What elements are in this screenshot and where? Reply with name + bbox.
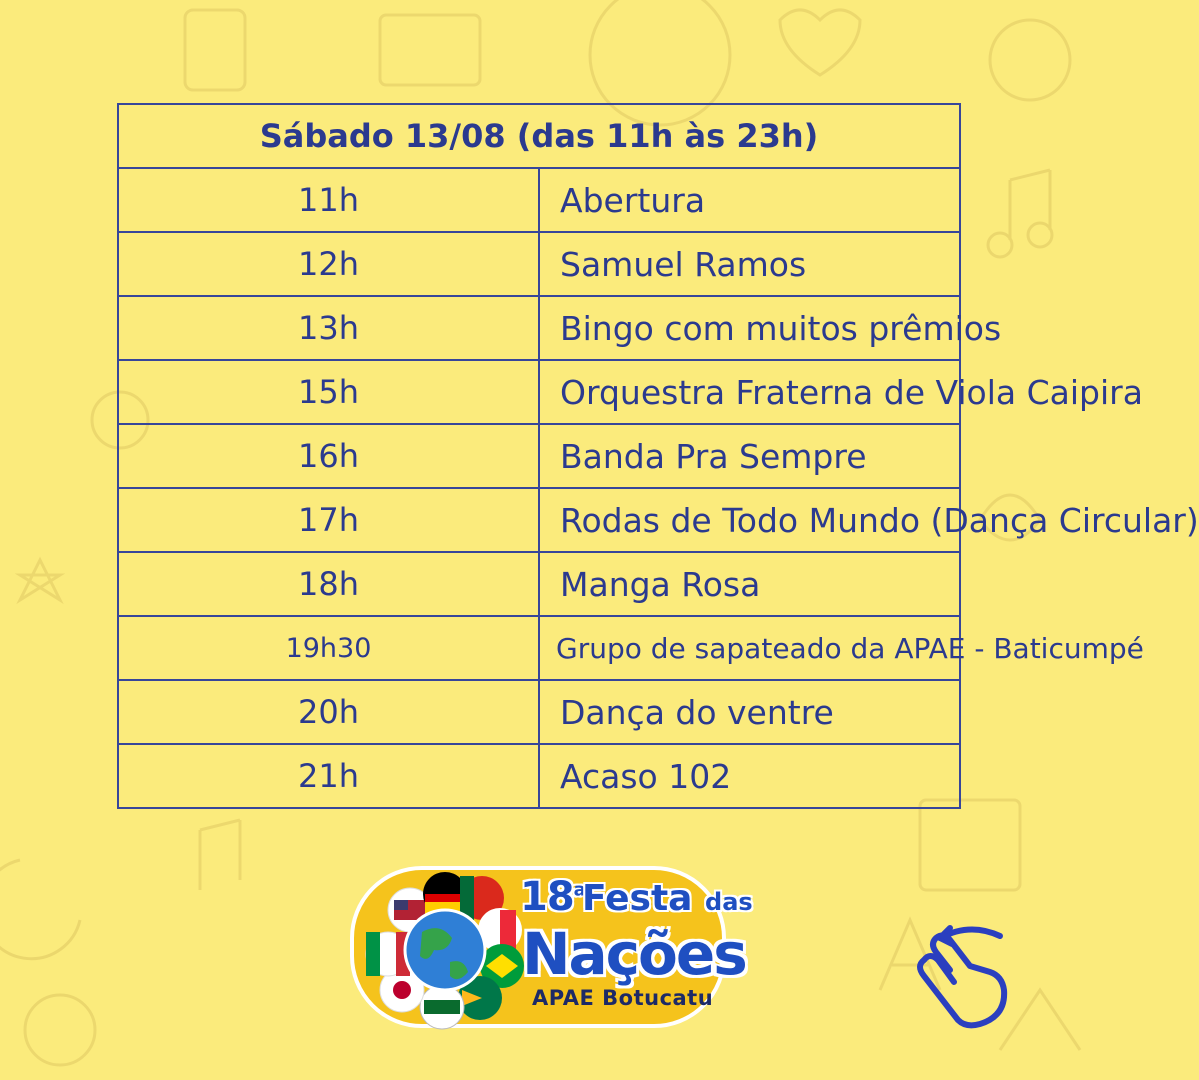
row-time: 16h [118,424,539,488]
table-row [118,360,960,424]
table-row [118,616,960,680]
row-time: 12h [118,232,539,296]
row-activity: Orquestra Fraterna de Viola Caipira [539,360,960,424]
table-row [118,488,960,552]
row-activity: Grupo de sapateado da APAE - Baticumpé [539,616,960,680]
row-time: 19h30 [118,616,539,680]
schedule-header-row [118,104,960,168]
row-time: 21h [118,744,539,808]
row-activity: Acaso 102 [539,744,960,808]
schedule-table [117,103,1199,809]
schedule-header: Sábado 13/08 (das 11h às 23h) [118,104,960,168]
table-row [118,744,960,808]
logo-apae: APAE [532,986,595,1010]
table-row [118,424,960,488]
logo-das: das [705,888,753,916]
logo-ordinal-suffix: a [573,879,585,901]
row-time: 18h [118,552,539,616]
row-activity: Bingo com muitos prêmios [539,296,960,360]
row-activity: Abertura [539,168,960,232]
festa-das-nacoes-logo [350,862,753,1032]
logo-subtitle [532,986,713,1010]
row-time: 17h [118,488,539,552]
table-row [118,232,960,296]
table-row [118,168,960,232]
row-time: 13h [118,296,539,360]
row-activity: Samuel Ramos [539,232,960,296]
logo-nacoes: Nações [522,920,746,988]
logo-ordinal: 18 [520,874,574,920]
row-time: 15h [118,360,539,424]
table-row [118,680,960,744]
swipe-hand-icon [910,920,1010,1030]
logo-city: Botucatu [602,986,714,1010]
row-activity: Dança do ventre [539,680,960,744]
table-row [118,296,960,360]
row-activity: Rodas de Todo Mundo (Dança Circular) [539,488,960,552]
table-row [118,552,960,616]
row-time: 20h [118,680,539,744]
logo-festa: Festa [582,878,693,919]
row-time: 11h [118,168,539,232]
row-activity: Banda Pra Sempre [539,424,960,488]
row-activity: Manga Rosa [539,552,960,616]
